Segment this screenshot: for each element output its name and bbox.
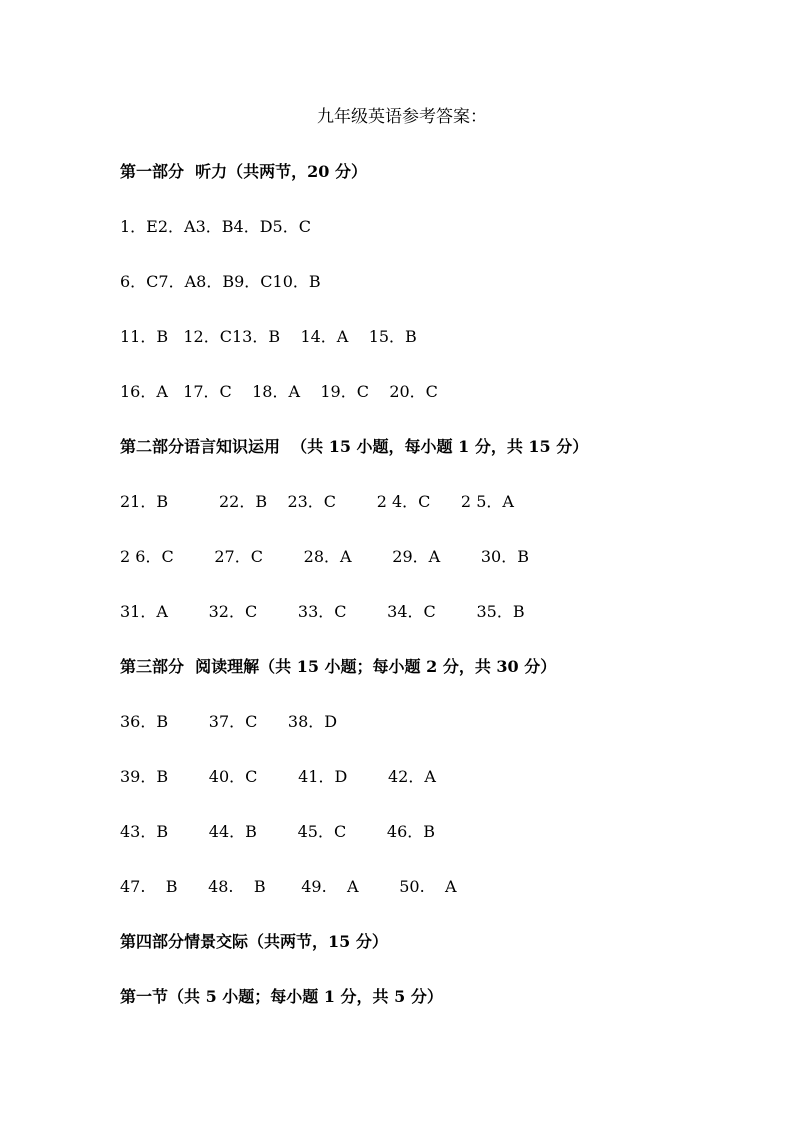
answer-line: 47. B 48. B 49. A 50. A [120,877,457,896]
section-heading-part-1: 第一部分 听力（共两节，20 分） [120,162,367,181]
answer-line: 31．A 32．C 33．C 34．C 35．B [120,602,525,621]
answer-line: 6．C7．A8．B9．C10．B [120,272,321,291]
section-heading-part-4: 第四部分情景交际（共两节，15 分） [120,932,388,951]
section-heading-part-3: 第三部分 阅读理解（共 15 小题；每小题 2 分，共 30 分） [120,657,557,676]
section-heading-part-2: 第二部分语言知识运用 （共 15 小题，每小题 1 分，共 15 分） [120,437,589,456]
answer-line: 43．B 44．B 45．C 46．B [120,822,436,841]
subsection-heading-1: 第一节（共 5 小题；每小题 1 分，共 5 分） [120,987,443,1006]
page-title: 九年级英语参考答案： [317,107,487,127]
answer-line: 36．B 37．C 38．D [120,712,338,731]
answer-line: 1．E2．A3．B4．D5．C [120,217,311,236]
answer-line: 39．B 40．C 41．D 42．A [120,767,436,786]
answer-line: 2 6．C 27．C 28．A 29．A 30．B [120,547,529,566]
answer-line: 16．A 17．C 18．A 19．C 20．C [120,382,438,401]
answer-line: 21．B 22．B 23．C 2 4．C 2 5．A [120,492,514,511]
answer-line: 11．B 12．C13．B 14．A 15．B [120,327,417,346]
